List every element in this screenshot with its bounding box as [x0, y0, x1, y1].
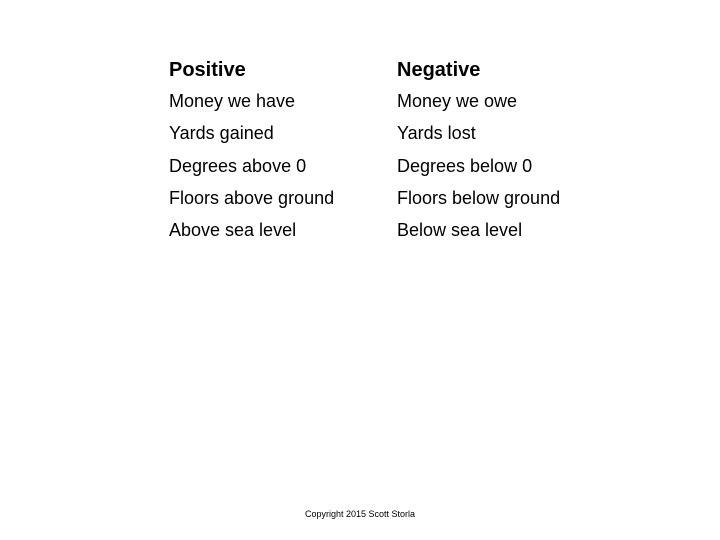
copyright-footer: Copyright 2015 Scott Storla	[304, 509, 416, 519]
positive-cell: Money we have	[169, 91, 296, 111]
table-row	[0, 121, 720, 145]
table-row	[0, 89, 720, 113]
negative-cell: Money we owe	[397, 91, 518, 111]
table-row	[0, 154, 720, 178]
negative-cell: Degrees below 0	[397, 156, 533, 176]
table-row	[0, 186, 720, 210]
negative-cell: Below sea level	[397, 220, 523, 240]
table-row	[0, 218, 720, 242]
positive-column-header: Positive	[169, 59, 246, 81]
positive-cell: Floors above ground	[169, 188, 335, 208]
negative-cell: Yards lost	[397, 123, 476, 143]
negative-column-header: Negative	[397, 59, 481, 81]
negative-cell: Floors below ground	[397, 188, 561, 208]
positive-cell: Yards gained	[169, 123, 274, 143]
positive-cell: Degrees above 0	[169, 156, 307, 176]
positive-cell: Above sea level	[169, 220, 297, 240]
